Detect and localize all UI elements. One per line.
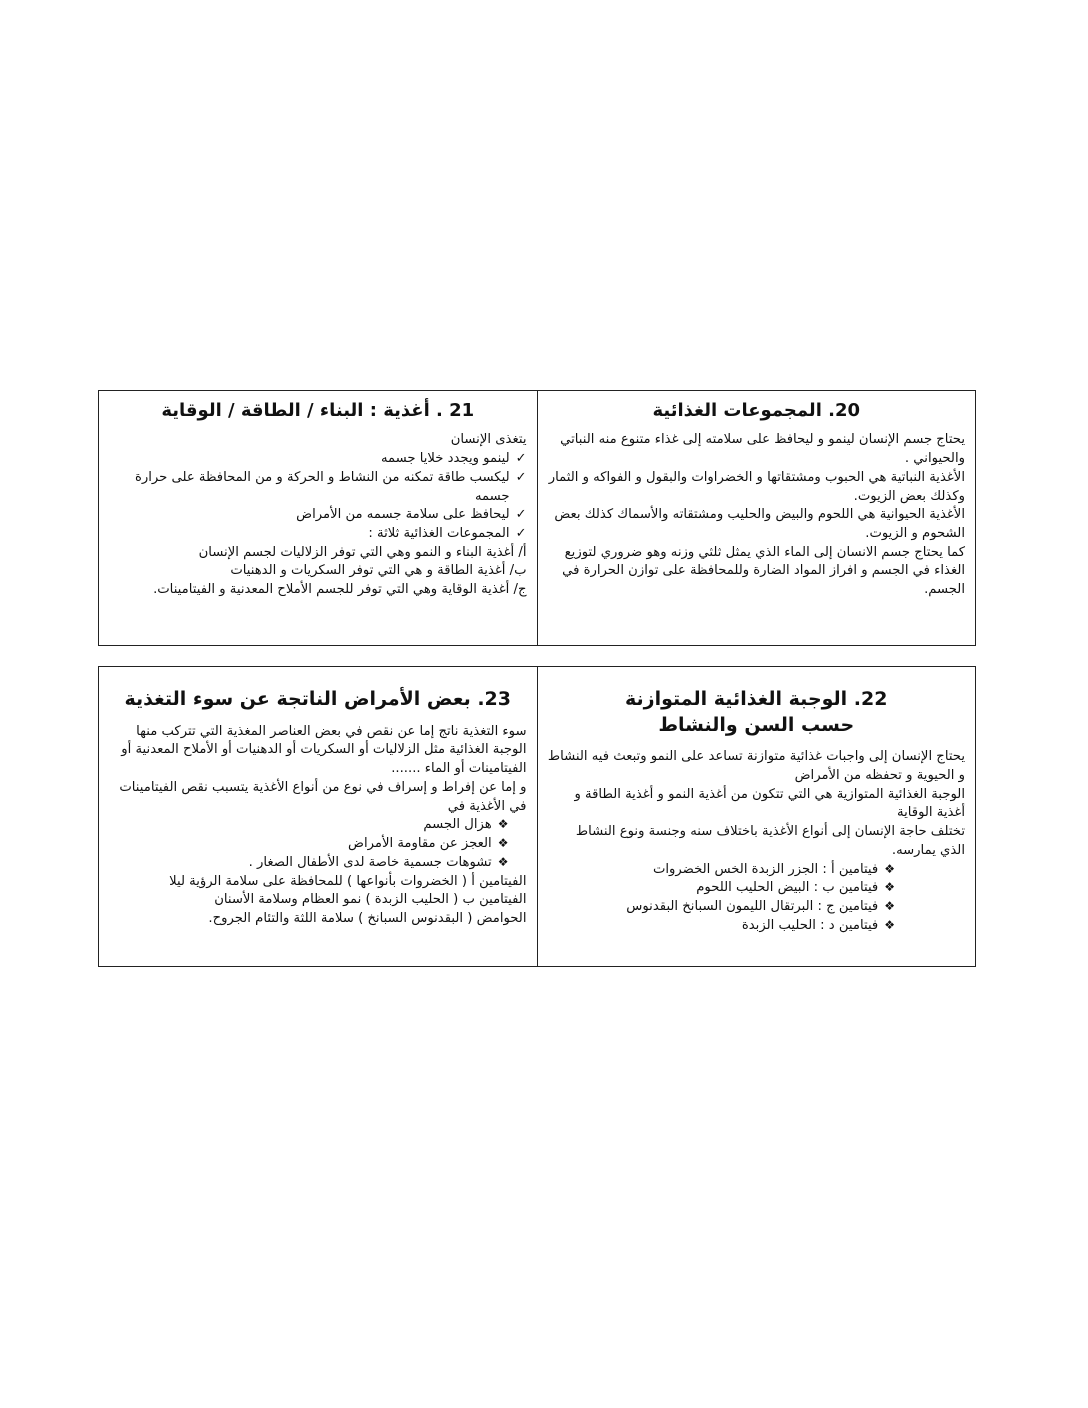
paragraph: يحتاج الإنسان إلى واجبات غذائية متوازنة تساعد على النمو وتبعث فيه النشاط و الحيوية و تحفظه من الأمراض	[547, 749, 965, 784]
vitamin-note: الحوامض ( البقدنوس السبانخ ) سلامة اللثة والتئام الجروح.	[208, 910, 527, 926]
check-item: ✓ ليحافظ على سلامة جسمه من الأمراض	[109, 506, 527, 525]
paragraph: تختلف حاجة الإنسان إلى أنواع الأغذية باختلاف سنه وجنسة ونوع النشاط الذي يمارسه.	[575, 824, 965, 858]
group-line: ب/ أغذية الطاقة و هي التي توفر السكريات و الدهنيات	[230, 563, 527, 579]
check-item: ✓ المجموعات الغذائية ثلاثة :	[109, 525, 527, 544]
effect-item: ❖ تشوهات جسمية خاصة لدى الأطفال الصغار .	[248, 854, 509, 870]
table-meals	[98, 666, 976, 967]
check-item: ✓ لينمو ويجدد خلايا جسمه	[109, 450, 527, 469]
paragraph: سوء التغذية ناتج إما عن نقص في بعض العناصر المغذية التي تتركب منها الوجبة الغذائية مثل الزلاليات أو السكريات أو الدهنيات أو الأملاح المعدنية أو الفيتامينات أو الماء .......	[121, 723, 527, 777]
section-23-malnutrition	[99, 667, 538, 966]
section-20-title: 20. المجموعات الغذائية	[652, 400, 861, 421]
paragraph: الوجبة الغذائية المتوازية هي التي تتكون من أغذية النمو و أغذية الطاقة و أغذية الوقاية	[574, 786, 965, 821]
group-line: ج/ أغذية الوقاية وهي التي توفر للجسم الأملاح المعدنية و الفيتامينات.	[153, 582, 527, 598]
table-groups	[98, 390, 976, 646]
diamond-bullet-icon: ❖	[497, 854, 509, 869]
vitamin-item: ❖ فيتامين د : الحليب الزبدة	[741, 917, 895, 933]
paragraph: و إما عن إفراط و إسراف في نوع من أنواع الأغذية يتسبب نقص الفيتامينات في الأغذية في	[119, 779, 527, 814]
diamond-bullet-icon: ❖	[884, 917, 895, 932]
section-21-checklist	[109, 450, 527, 544]
diamond-bullet-icon: ❖	[884, 880, 895, 895]
diamond-bullet-icon: ❖	[497, 836, 509, 851]
section-20-food-groups	[538, 391, 976, 645]
paragraph: كما يحتاج جسم الانسان إلى الماء الذي يمثل ثلثي وزنه وهو ضروري لتوزيع الغذاء في الجسم و افراز المواد الضارة وللمحافظة على توازن الحرارة في الجسم.	[562, 544, 965, 598]
vitamin-note: الفيتامين أ ( الخضروات بأنواعها ) للمحافظة على سلامة الرؤية ليلا	[169, 873, 527, 889]
diamond-bullet-icon: ❖	[497, 817, 509, 832]
vitamin-item: ❖ فيتامين ج : البرتقال الليمون السبانخ البقدنوس	[626, 899, 895, 915]
paragraph: الأغذية الحيوانية هي اللحوم والبيض والحليب ومشتقاته والأسماك كذلك بعض الشحوم و الزيوت.	[554, 507, 965, 541]
effect-item: ❖ العجز عن مقاومة الأمراض	[348, 836, 509, 852]
checkmark-icon: ✓	[515, 507, 527, 523]
effect-item: ❖ هزال الجسم	[423, 817, 509, 833]
section-22-subtitle: حسب السن والنشاط	[658, 713, 855, 736]
section-21-intro: يتغذى الإنسان	[450, 432, 527, 448]
section-22-balanced-meal	[538, 667, 976, 966]
vitamin-note: الفيتامين ب ( الحليب الزبدة ) نمو العظام وسلامة الأسنان	[214, 892, 527, 908]
group-line: أ/ أغذية البناء و النمو وهي التي توفر الزلاليات لجسم الإنسان	[198, 544, 527, 560]
vitamins-list	[548, 861, 966, 936]
vitamin-item: ❖ فيتامين أ : الجزر الزبدة الخس الخضروات	[652, 861, 895, 877]
paragraph: يحتاج جسم الإنسان لينمو و ليحافظ على سلامته إلى غذاء متنوع منه النباتي والحيواني .	[560, 432, 965, 467]
diamond-bullet-icon: ❖	[884, 899, 895, 914]
section-23-title: 23. بعض الأمراض الناتجة عن سوء التغذية	[124, 688, 511, 710]
checkmark-icon: ✓	[515, 451, 527, 467]
checkmark-icon: ✓	[515, 525, 527, 541]
checkmark-icon: ✓	[515, 469, 527, 485]
effects-list	[109, 816, 527, 872]
diamond-bullet-icon: ❖	[884, 861, 895, 876]
section-21-title: 21 . أغذية : البناء / الطاقة / الوقاية	[161, 400, 475, 421]
section-22-title: 22. الوجبة الغذائية المتوازنة حسب السن والنشاط	[548, 687, 966, 738]
section-21-food-types	[99, 391, 538, 645]
vitamin-item: ❖ فيتامين ب : البيض الحليب اللحوم	[696, 880, 895, 896]
check-item: ✓ ليكسب طاقة تمكنه من النشاط و الحركة و من المحافظة على حرارة جسمه	[134, 469, 527, 504]
paragraph: الأغذية النباتية هي الحبوب ومشتقاتها و الخضراوات والبقول و الفواكه و الثمار وكذلك بعض الزيوت.	[548, 469, 965, 504]
